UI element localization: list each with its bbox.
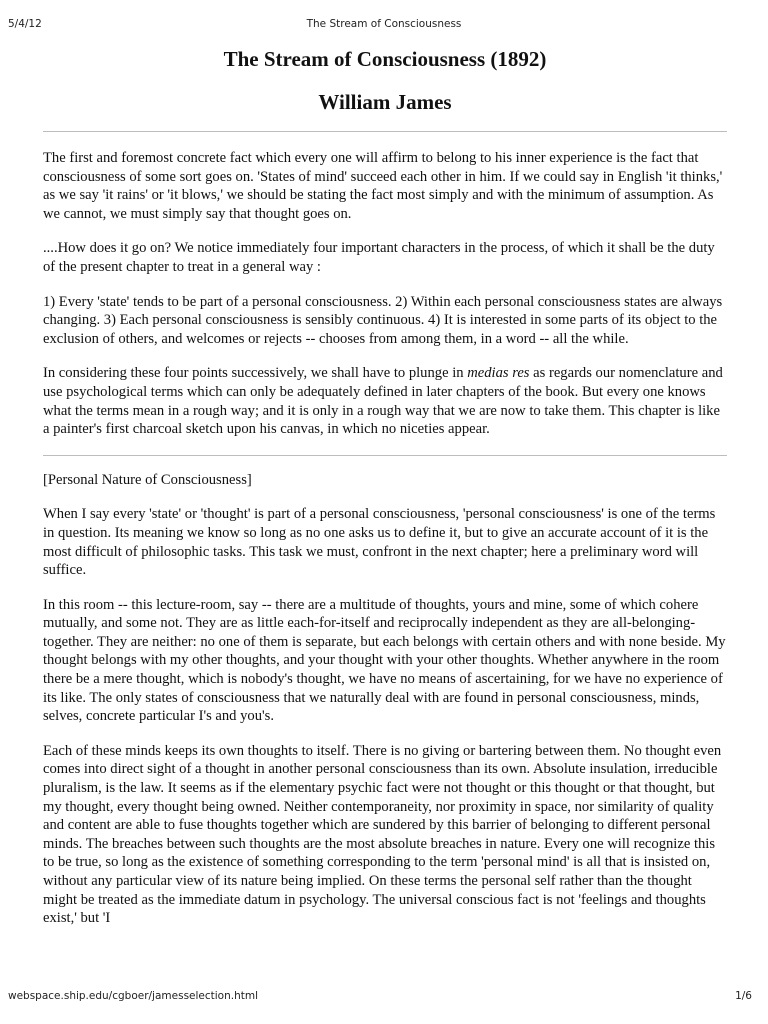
paragraph-1: The first and foremost concrete fact which every one will affirm to belong to his inner experience is the fact that consciousness of some sort goes on. 'States of mind' succeed each other in him. If we could say in English 'it thinks,' as we say 'it rains' or 'it blows,' we should be stating the fact most simply and with the minimum of assumption. As we cannot, we must simply say that thought goes on. (43, 150, 723, 222)
print-date: 5/4/12 (8, 18, 42, 30)
print-url: webspace.ship.edu/cgboer/jamesselection.html (8, 990, 259, 1002)
article-author: William James (318, 90, 452, 114)
paragraph-5: When I say every 'state' or 'thought' is part of a personal consciousness, 'personal consciousness' is one of the terms in question. Its meaning we know so long as no one asks us to define it, but to give an accurate account of it is the most difficult of philosophic tasks. This task we must, confront in the next chapter; here a preliminary word will suffice. (43, 506, 716, 579)
paragraph-7: Each of these minds keeps its own thoughts to itself. There is no giving or bartering between them. No thought even comes into direct sight of a thought in another personal consciousness than its own. Absolute insulation, irreducible pluralism, is the law. It seems as if the elementary psychic fact were not thought or this thought or that thought, but my thought, every thought being owned. Neither contemporaneity, nor proximity in space, nor similarity of quality and content are able to fuse thoughts together which are sundered by this barrier of belonging to different personal minds. The breaches between such thoughts are the most absolute breaches in nature. Every one will recognize this to be true, so long as the existence of something corresponding to the term 'personal mind' is all that is insisted on, without any particular view of its nature being implied. On these terms the personal self rather than the thought might be treated as the immediate datum in psychology. The universal conscious fact is not 'feelings and thoughts exist,' but 'I (43, 742, 722, 927)
paragraph-4-text-start: In considering these four points successively, we shall have to plunge in (43, 365, 468, 382)
paragraph-4 (43, 364, 727, 438)
divider (43, 131, 727, 132)
print-header (0, 0, 768, 40)
article-title: The Stream of Consciousness (1892) (223, 47, 547, 71)
paragraph-6: In this room -- this lecture-room, say -- there are a multitude of thoughts, yours and mine, some of which cohere mutually, and some not. They are as little each-for-itself and reciprocally independent as they are all-belonging-together. They are neither: no one of them is separate, but each belongs with certain others and with none beside. My thought belongs with my other thoughts, and your thought with your other thoughts. Whether anywhere in the room there be a mere thought, which is nobody's thought, we have no means of ascertaining, for we have no experience of its like. The only states of consciousness that we naturally deal with are found in personal consciousness, minds, selves, concrete particular I's and you's. (43, 596, 726, 725)
italic-medias-res: medias res (467, 365, 530, 382)
print-page-title: The Stream of Consciousness (306, 18, 462, 30)
print-footer (0, 990, 768, 1010)
paragraph-2: ....How does it go on? We notice immediately four important characters in the process, of which it shall be the duty of the present chapter to treat in a general way : (43, 240, 715, 275)
paragraph-4-text-end: as regards our nomenclature and use psychological terms which can only be adequately defined in later chapters of the book. But every one knows what the terms mean in a rough way; and it is only in a rough way that we are now to take them. This chapter is like a painter's first charcoal sketch upon his canvas, in which no niceties appear. (43, 365, 723, 438)
article-content (43, 40, 727, 980)
divider (43, 455, 727, 456)
paragraph-3: 1) Every 'state' tends to be part of a personal consciousness. 2) Within each personal consciousness states are always changing. 3) Each personal consciousness is sensibly continuous. 4) It is interested in some parts of its object to the exclusion of others, and welcomes or rejects -- chooses from among them, in a word -- all the while. (43, 293, 723, 347)
page-number: 1/6 (735, 990, 752, 1002)
section-heading: [Personal Nature of Consciousness] (43, 471, 252, 488)
